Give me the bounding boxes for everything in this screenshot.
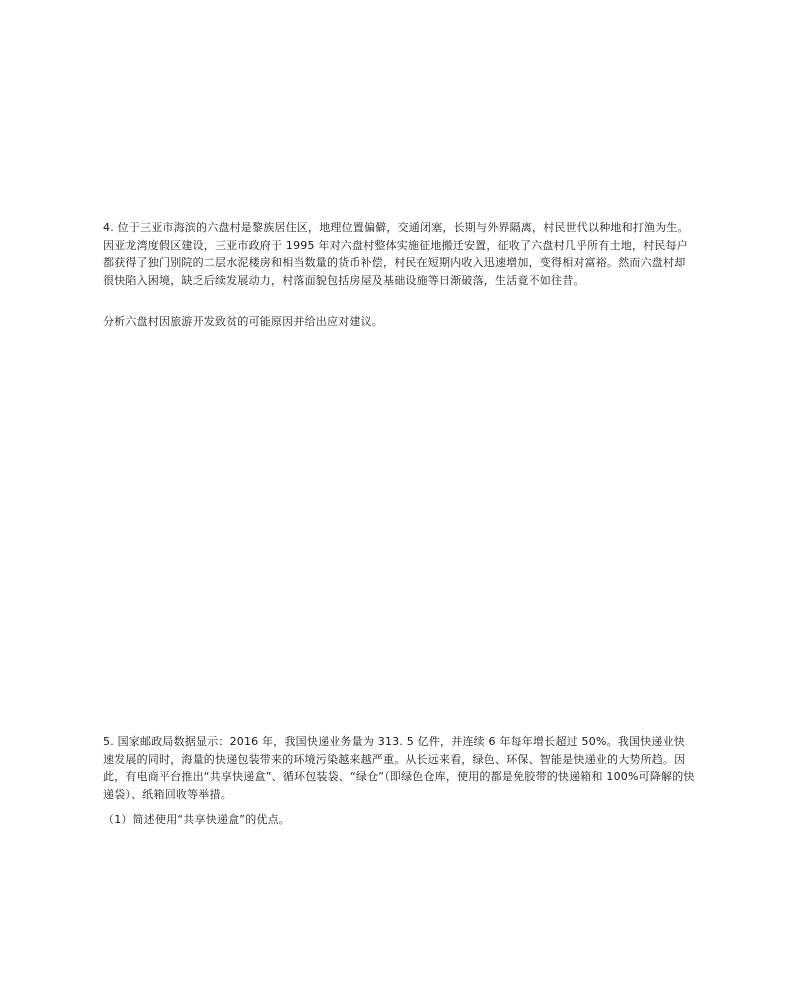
- question-4-prompt-text: 分析六盘村因旅游开发致贫的可能原因并给出应对建议。: [103, 315, 383, 328]
- question-4-text: 4. 位于三亚市海滨的六盘村是黎族居住区，地理位置偏僻，交通闭塞，长期与外界隔离，村民世代以种地和打渔为生。因亚龙湾度假区建设，三亚市政府于 1995 年对六盘村整体实施征地搬迁安置，征收了六盘村几乎所有土地，村民每户都获得了独门别院的二层水泥楼房和相当数量的货币补偿，村民在短期内收入迅速增加，变得相对富裕。然而六盘村却很快陷入困境，缺乏后续发展动力，村落面貌包括房屋及基础设施等日渐破落，生活竟不如往昔。: [103, 221, 689, 287]
- question-4: [103, 219, 695, 289]
- question-5: [103, 733, 695, 803]
- question-5-sub-1-text: （1）简述使用“共享快递盒”的优点。: [103, 813, 290, 826]
- question-5-sub-1: [103, 811, 695, 829]
- question-5-text: 5. 国家邮政局数据显示：2016 年，我国快递业务量为 313. 5 亿件，并连续 6 年每年增长超过 50%。我国快递业快速发展的同时，海量的快递包装带来的环境污染越来越严重。从长远来看，绿色、环保、智能是快递业的大势所趋。因此，有电商平台推出“共享快递盒”、循环包装袋、“绿仓”（即绿色仓库，使用的都是免胶带的快递箱和 100%可降解的快递袋）、纸箱回收等举措。: [103, 735, 695, 801]
- question-4-prompt: [103, 313, 695, 331]
